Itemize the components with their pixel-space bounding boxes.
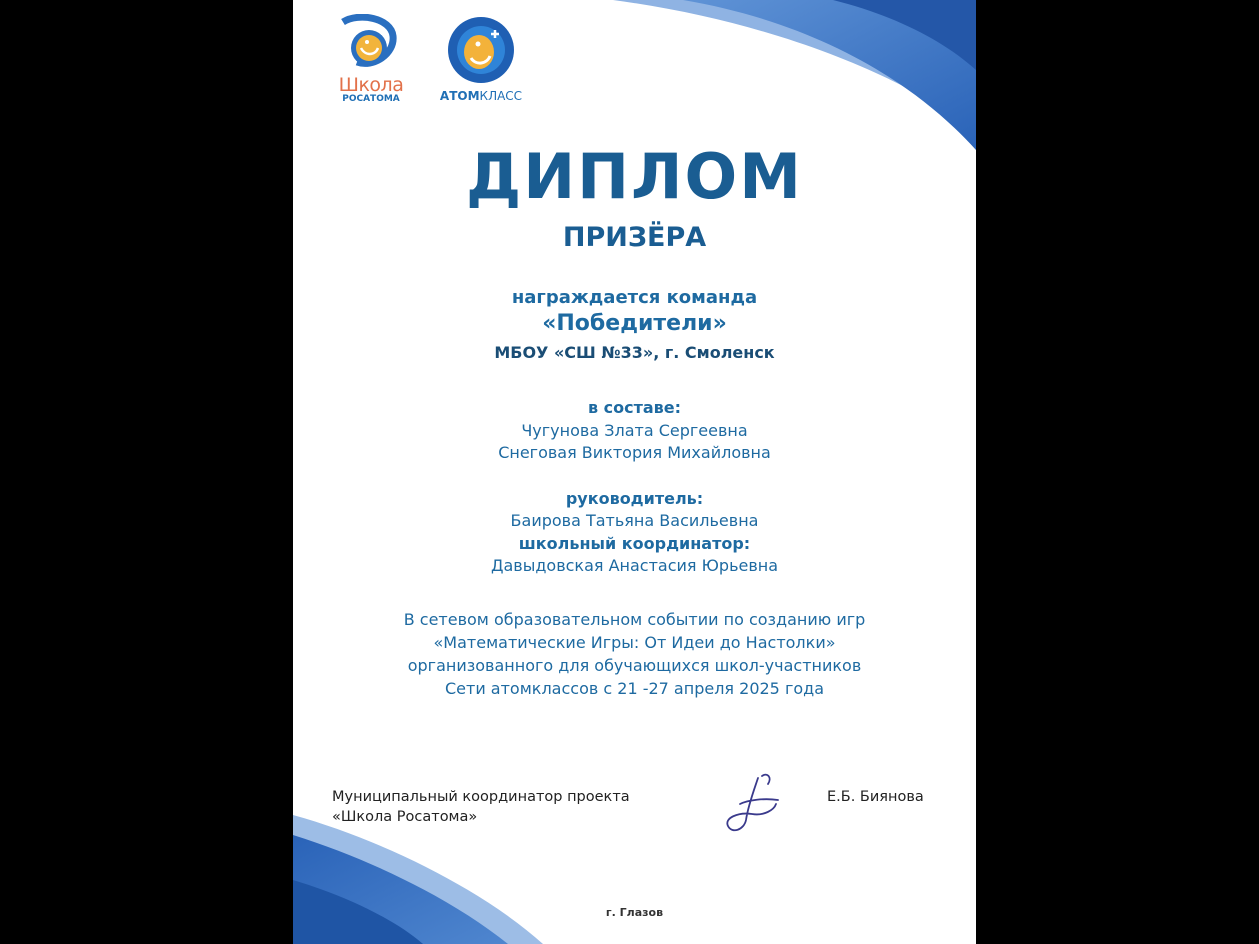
coordinator-label: школьный координатор: <box>518 534 751 553</box>
city-name: г. Глазов <box>605 906 664 919</box>
diploma-title: ДИПЛОМ <box>466 140 803 213</box>
signer-name: Е.Б. Биянова <box>827 789 924 805</box>
coordinator-name: Давыдовская Анастасия Юрьевна <box>490 556 779 575</box>
member-name: Чугунова Злата Сергеевна <box>521 421 748 440</box>
members-label: в составе: <box>587 398 682 417</box>
leader-name: Баирова Татьяна Васильевна <box>510 511 759 530</box>
diploma-subtitle: ПРИЗЁРА <box>562 222 707 253</box>
event-line: «Математические Игры: От Идеи до Настолки» <box>433 633 836 652</box>
atomklass-logo-text: АТОМКЛАСС <box>439 89 523 103</box>
signature-icon <box>718 770 788 840</box>
awarded-text: награждается команда <box>511 287 758 308</box>
team-name: «Победители» <box>542 311 727 336</box>
signer-position <box>332 787 630 827</box>
event-line: Сети атомклассов с 21 -27 апреля 2025 года <box>444 679 824 698</box>
member-name: Снеговая Виктория Михайловна <box>498 443 771 462</box>
event-line: организованного для обучающихся школ-участников <box>407 656 862 675</box>
rosatom-logo-text: РОСАТОМА <box>342 94 400 104</box>
leader-label: руководитель: <box>565 489 704 508</box>
shkola-logo-text: Школа <box>338 74 404 96</box>
school-name: МБОУ «СШ №33», г. Смоленск <box>494 343 775 362</box>
diploma-page <box>293 0 976 944</box>
signer-position-line: «Школа Росатома» <box>332 809 478 825</box>
signer-position-line: Муниципальный координатор проекта <box>332 789 630 805</box>
event-line: В сетевом образовательном событии по созданию игр <box>403 610 866 629</box>
